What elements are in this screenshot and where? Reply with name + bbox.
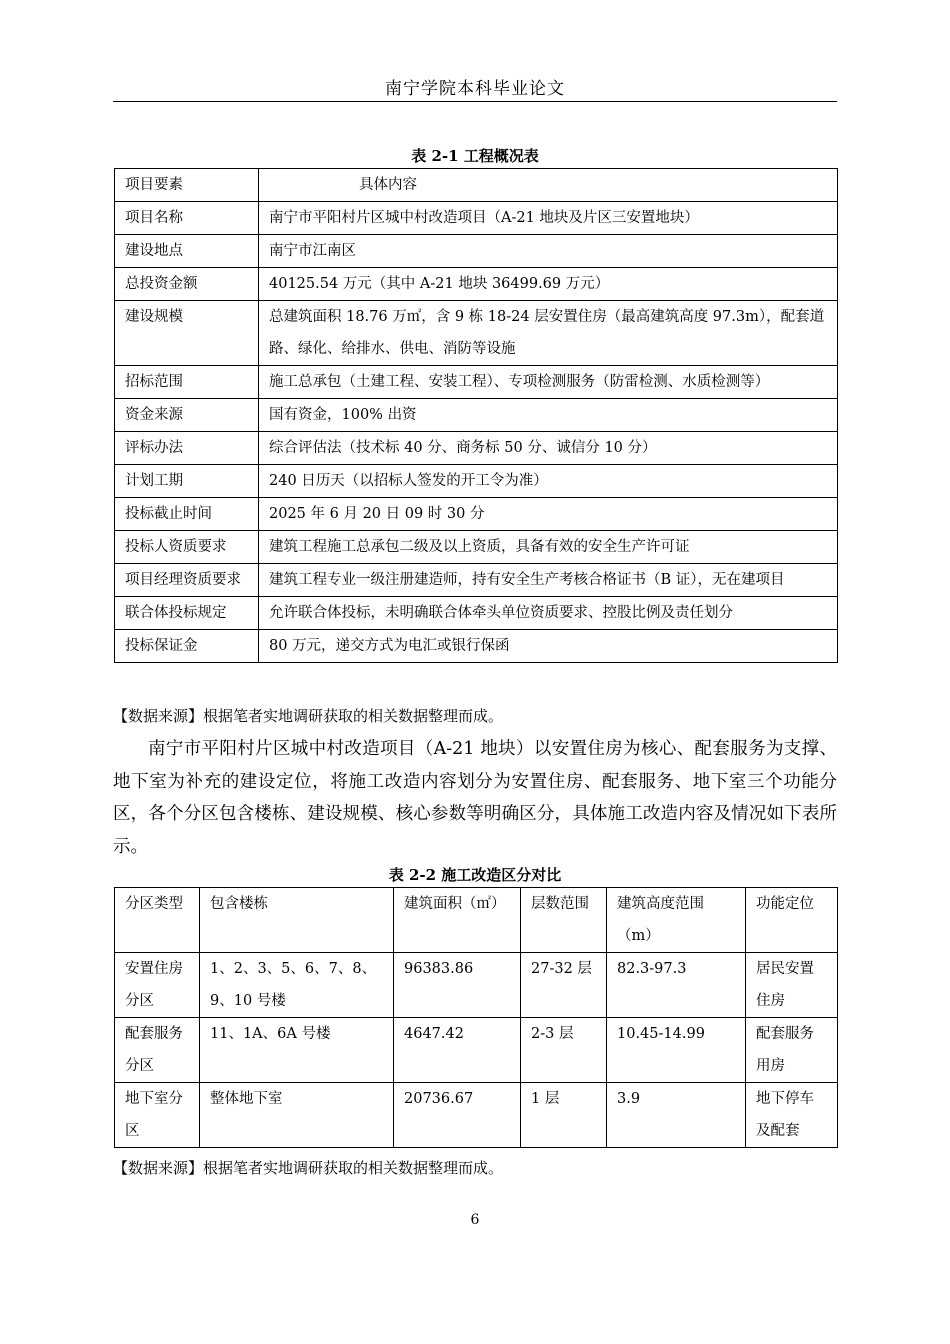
cell-content: 南宁市江南区 — [259, 235, 838, 268]
table-row — [115, 366, 838, 399]
cell-item: 投标保证金 — [115, 630, 259, 663]
table2-caption: 表 2-2 施工改造区分对比 — [388, 866, 562, 884]
cell-content: 建筑工程专业一级注册建造师，持有安全生产考核合格证书（B 证），无在建项目 — [259, 564, 838, 597]
cell-item: 投标人资质要求 — [115, 531, 259, 564]
header-cell-item: 项目要素 — [115, 169, 259, 202]
table1-caption: 表 2-1 工程概况表 — [411, 147, 539, 165]
header-rule — [113, 101, 837, 102]
table-header-row — [115, 888, 838, 953]
header-cell-height: 建筑高度范围（m） — [607, 888, 746, 953]
running-header: 南宁学院本科毕业论文 — [385, 79, 565, 99]
cell-content: 南宁市平阳村片区城中村改造项目（A-21 地块及片区三安置地块） — [259, 202, 838, 235]
header-cell-content: 具体内容 — [259, 169, 838, 202]
cell-floor-area: 20736.67 — [394, 1083, 521, 1148]
cell-zone-type: 地下室分区 — [115, 1083, 200, 1148]
cell-item: 项目经理资质要求 — [115, 564, 259, 597]
cell-item: 建设地点 — [115, 235, 259, 268]
table-row — [115, 301, 838, 366]
table2-source-note: 【数据来源】根据笔者实地调研获取的相关数据整理而成。 — [113, 1159, 504, 1177]
cell-floor-area: 96383.86 — [394, 953, 521, 1018]
cell-function: 配套服务用房 — [746, 1018, 838, 1083]
table-row — [115, 1018, 838, 1083]
cell-buildings: 整体地下室 — [200, 1083, 394, 1148]
table-row — [115, 465, 838, 498]
table-row — [115, 953, 838, 1018]
cell-content: 国有资金，100% 出资 — [259, 399, 838, 432]
cell-item: 投标截止时间 — [115, 498, 259, 531]
table-row — [115, 268, 838, 301]
cell-height: 3.9 — [607, 1083, 746, 1148]
header-cell-zone-type: 分区类型 — [115, 888, 200, 953]
cell-height: 10.45-14.99 — [607, 1018, 746, 1083]
construction-zone-table — [114, 887, 838, 1148]
cell-floors: 2-3 层 — [521, 1018, 607, 1083]
cell-content: 240 日历天（以招标人签发的开工令为准） — [259, 465, 838, 498]
cell-content: 建筑工程施工总承包二级及以上资质，具备有效的安全生产许可证 — [259, 531, 838, 564]
cell-content: 40125.54 万元（其中 A-21 地块 36499.69 万元） — [259, 268, 838, 301]
cell-item: 项目名称 — [115, 202, 259, 235]
header-cell-floor-area: 建筑面积（㎡） — [394, 888, 521, 953]
cell-item: 总投资金额 — [115, 268, 259, 301]
project-overview-table — [114, 168, 838, 663]
page-number: 6 — [470, 1212, 480, 1228]
cell-floors: 1 层 — [521, 1083, 607, 1148]
table-row — [115, 498, 838, 531]
cell-content: 综合评估法（技术标 40 分、商务标 50 分、诚信分 10 分） — [259, 432, 838, 465]
table-row — [115, 202, 838, 235]
cell-item: 招标范围 — [115, 366, 259, 399]
cell-floors: 27-32 层 — [521, 953, 607, 1018]
cell-zone-type: 安置住房分区 — [115, 953, 200, 1018]
cell-content: 2025 年 6 月 20 日 09 时 30 分 — [259, 498, 838, 531]
header-cell-floors: 层数范围 — [521, 888, 607, 953]
header-cell-buildings: 包含楼栋 — [200, 888, 394, 953]
body-paragraph: 南宁市平阳村片区城中村改造项目（A-21 地块）以安置住房为核心、配套服务为支撑、地下室为补充的建设定位，将施工改造内容划分为安置住房、配套服务、地下室三个功能分区，各个分区包含楼栋、建设规模、核心参数等明确区分，具体施工改造内容及情况如下表所示。 — [113, 739, 837, 857]
table1-source-note: 【数据来源】根据笔者实地调研获取的相关数据整理而成。 — [113, 707, 504, 725]
cell-buildings: 11、1A、6A 号楼 — [200, 1018, 394, 1083]
cell-function: 居民安置住房 — [746, 953, 838, 1018]
table-row — [115, 235, 838, 268]
table-row — [115, 630, 838, 663]
cell-floor-area: 4647.42 — [394, 1018, 521, 1083]
cell-item: 评标办法 — [115, 432, 259, 465]
cell-item: 计划工期 — [115, 465, 259, 498]
table-row — [115, 432, 838, 465]
table-row — [115, 597, 838, 630]
table-row — [115, 1083, 838, 1148]
cell-function: 地下停车及配套 — [746, 1083, 838, 1148]
cell-buildings: 1、2、3、5、6、7、8、9、10 号楼 — [200, 953, 394, 1018]
cell-content: 总建筑面积 18.76 万㎡，含 9 栋 18-24 层安置住房（最高建筑高度 97.3m），配套道路、绿化、给排水、供电、消防等设施 — [259, 301, 838, 366]
header-cell-function: 功能定位 — [746, 888, 838, 953]
cell-item: 联合体投标规定 — [115, 597, 259, 630]
cell-item: 资金来源 — [115, 399, 259, 432]
table-row — [115, 399, 838, 432]
table-row — [115, 531, 838, 564]
table-row — [115, 564, 838, 597]
cell-zone-type: 配套服务分区 — [115, 1018, 200, 1083]
cell-content: 允许联合体投标，未明确联合体牵头单位资质要求、控股比例及责任划分 — [259, 597, 838, 630]
cell-height: 82.3-97.3 — [607, 953, 746, 1018]
cell-item: 建设规模 — [115, 301, 259, 366]
cell-content: 80 万元，递交方式为电汇或银行保函 — [259, 630, 838, 663]
table-header-row — [115, 169, 838, 202]
cell-content: 施工总承包（土建工程、安装工程）、专项检测服务（防雷检测、水质检测等） — [259, 366, 838, 399]
